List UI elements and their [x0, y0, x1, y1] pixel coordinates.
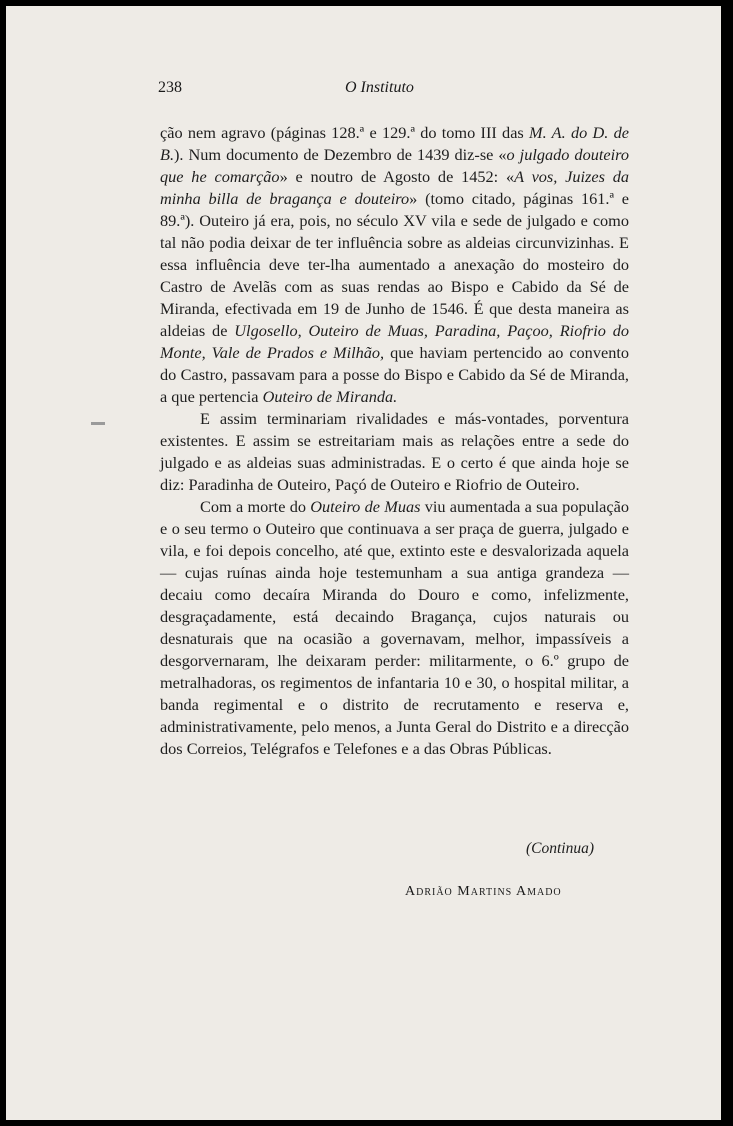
text-segment: viu aumentada a sua população e o seu termo o Outeiro que continuava a ser praça de guerra, julgado e vila, e foi depois concelho, até que, extinto este e desvalorizada aquela — cujas ruínas ainda hoje testemunham a sua antiga grandeza — decaiu como decaíra Miranda do Douro e como, infelizmente, desgraçadamente, está decaindo Bragança, cujos naturais ou desnaturais que na ocasião a governavam, melhor, impassíveis a desgorvernaram, lhe deixaram perder: militarmente, o 6.º grupo de metralhadoras, os regimentos de infantaria 10 e 30, o hospital militar, a banda regimental e o distrito de recrutamento e reserva e, administrativamente, pelo menos, a Junta Geral do Distrito e a direcção dos Correios, Telégrafos e Telefones e a das Obras Públicas.	[160, 497, 629, 758]
page-header	[158, 79, 628, 103]
scan-mark	[91, 422, 105, 425]
article-body	[160, 122, 629, 760]
italic-text: Outeiro de Muas	[310, 497, 421, 516]
text-segment: » (tomo citado, páginas 161.ª e 89.ª). Outeiro já era, pois, no século XV vila e sede de julgado e como tal não podia deixar de ter influência sobre as aldeias circunvizinhas. E essa influência deve ter-lha aumentado a anexação do mosteiro do Castro de Avelãs com as suas rendas ao Bispo e Cabido da Sé de Miranda, efectivada em 19 de Junho de 1546. É que desta maneira as aldeias de	[160, 189, 629, 340]
italic-text: M. A. do D. de B.	[160, 123, 629, 164]
document-page	[6, 6, 721, 1120]
page-number: 238	[158, 79, 182, 96]
italic-text: o julgado douteiro que he comarção	[160, 145, 629, 186]
scan-border-right	[723, 0, 733, 1126]
italic-text: A vos, Juizes da minha billa de bragança e douteiro	[160, 167, 630, 208]
text-segment: » e noutro de Agosto de 1452: «	[279, 167, 515, 186]
italic-text: Ulgosello, Outeiro de Muas, Paradina, Paçoo, Riofrio do Monte, Vale de Prados e Milhão,	[160, 321, 629, 362]
paragraph	[160, 408, 629, 496]
running-title: O Instituto	[345, 79, 414, 96]
paragraph	[160, 496, 629, 760]
text-segment: ). Num documento de Dezembro de 1439 diz-se «	[174, 145, 507, 164]
text-segment: que haviam pertencido ao convento do Castro, passavam para a posse do Bispo e Cabido da Sé de Miranda, a que pertencia	[160, 343, 629, 406]
italic-text: Outeiro de Miranda.	[262, 387, 398, 406]
text-segment: Com a morte do	[200, 497, 311, 516]
text-segment: ção nem agravo (páginas 128.ª e 129.ª do tomo III das	[160, 123, 530, 142]
paragraph	[160, 122, 629, 408]
text-segment: E assim terminariam rivalidades e más-vontades, porventura existentes. E assim se estreitariam mais as relações entre a sede do julgado e as aldeias suas administradas. E o certo é que ainda hoje se diz: Paradinha de Outeiro, Paçó de Outeiro e Riofrio de Outeiro.	[160, 409, 629, 494]
author-signature: Adrião Martins Amado	[405, 884, 562, 899]
continua-note: (Continua)	[526, 840, 595, 857]
